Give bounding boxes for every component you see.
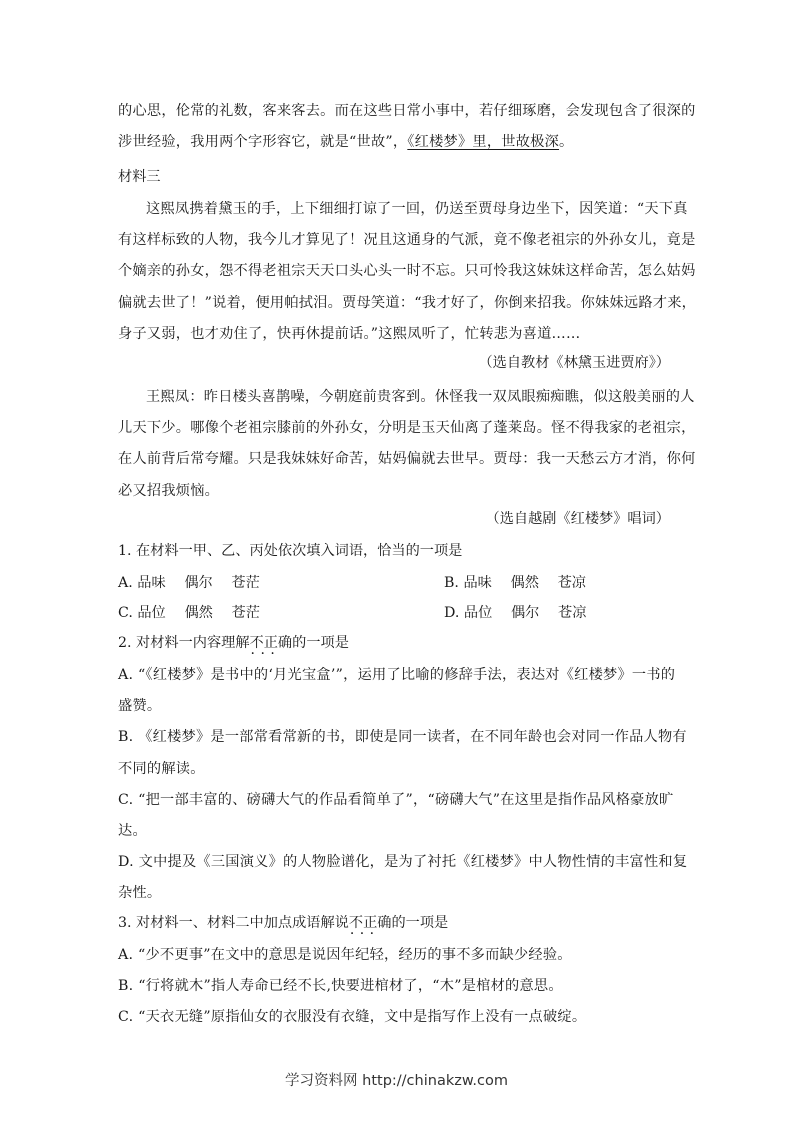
opera-source: （选自越剧《红楼梦》唱词） xyxy=(485,511,670,527)
option-c: C. “天衣无缝”原指仙女的衣服没有衣缝，文中是指写作上没有一点破绽。 xyxy=(118,1009,587,1026)
text-segment: 的一项是 xyxy=(391,915,449,931)
text-line: 这熙凤携着黛玉的手，上下细细打谅了一回，仍送至贾母身边坐下，因笑道：“天下真 xyxy=(146,201,688,217)
option-a-line: 盛赞。 xyxy=(118,698,162,715)
text-line: 必又招我烦恼。 xyxy=(118,482,220,499)
material-3-paragraph xyxy=(118,194,697,350)
emphasis-dotted: 不正确 · · · xyxy=(250,635,293,651)
option-d: D. 品位 偶尔 苍凉 xyxy=(444,605,587,621)
option-d-line: 杂性。 xyxy=(118,885,162,902)
text-line: 身子又弱，也才劝住了，快再休提前话。”这熙凤听了，忙转悲为喜道…… xyxy=(118,325,581,342)
option-b: B. “行将就木”指人寿命已经不长,快要进棺材了，“木”是棺材的意思。 xyxy=(118,978,563,995)
text-line: 有这样标致的人物，我今儿才算见了！况且这通身的气派，竟不像老祖宗的外孙女儿，竟是 xyxy=(118,232,696,249)
option-b: B. 品味 偶然 苍凉 xyxy=(444,575,586,591)
underlined-phrase: 《红楼梦》里，世故极深 xyxy=(407,134,560,151)
question-2-options xyxy=(118,660,688,910)
text-segment: 2. 对材料一内容理解 xyxy=(118,635,250,651)
text-line: 个嫡亲的孙女，怨不得老祖宗天天口头心头一时不忘。只可怜我这妹妹这样命苦，怎么姑妈 xyxy=(118,263,696,280)
option-b-line: 不同的解读。 xyxy=(118,760,205,777)
option-a-line: A. “《红楼梦》是书中的‘月光宝盒’”，运用了比喻的修辞手法，表达对《红楼梦》一书的 xyxy=(118,667,676,683)
text-segment: 3. 对材料一、材料二中加点成语解说 xyxy=(118,915,349,931)
text-line xyxy=(118,127,678,158)
opera-paragraph xyxy=(118,382,696,507)
option-d-line: D. 文中提及《三国演义》的人物脸谱化，是为了衬托《红楼梦》中人物性情的丰富性和复 xyxy=(118,854,688,871)
option-a: A. “少不更事”在文中的意思是说因年纪轻，经历的事不多而缺少经验。 xyxy=(118,947,572,963)
text-segment: 涉世经验，我用两个字形容它，就是“世故”， xyxy=(118,134,408,151)
question-1-stem: 1. 在材料一甲、乙、丙处依次填入词语，恰当的一项是 xyxy=(118,543,463,559)
emphasis-dotted: 不正确 · · · xyxy=(349,915,392,931)
text-line: 在人前背后常夸耀。只是我妹妹好命苦，姑妈偏就去世早。贾母：我一天愁云方才消，你何 xyxy=(118,451,696,468)
material-3-title: 材料三 xyxy=(118,169,161,185)
text-line: 偏就去世了！”说着，便用帕拭泪。贾母笑道：“我才好了，你倒来招我。你妹妹远路才来， xyxy=(118,294,697,311)
question-2-stem xyxy=(118,632,678,652)
option-b-line: B. 《红楼梦》是一部常看常新的书，即使是同一读者，在不同年龄也会对同一作品人物有 xyxy=(118,729,687,746)
question-3-options xyxy=(118,940,678,1034)
text-line: 的心思，伦常的礼数，客来客去。而在这些日常小事中，若仔细琢磨，会发现包含了很深的 xyxy=(118,103,696,119)
text-segment: 。 xyxy=(559,134,574,151)
question-3-stem xyxy=(118,912,678,932)
option-c: C. 品位 偶然 苍茫 xyxy=(118,605,260,621)
footer-watermark: 学习资料网 http://chinakzw.com xyxy=(285,1073,508,1089)
text-line: 王熙凤：昨日楼头喜鹊噪，今朝庭前贵客到。休怪我一双凤眼痴痴瞧，似这般美丽的人 xyxy=(146,389,695,405)
option-c-line: C. “把一部丰富的、磅礴大气的作品看简单了”，“磅礴大气”在这里是指作品风格豪放旷 xyxy=(118,791,674,808)
material-3-source: （选自教材《林黛玉进贾府》） xyxy=(478,355,670,371)
option-c-line: 达。 xyxy=(118,822,147,839)
intro-paragraph xyxy=(118,96,696,158)
option-a: A. 品味 偶尔 苍茫 xyxy=(118,575,260,591)
text-segment: 的一项是 xyxy=(292,635,349,651)
text-line: 儿天下少。哪像个老祖宗膝前的外孙女，分明是玉天仙离了蓬莱岛。怪不得我家的老祖宗， xyxy=(118,420,696,437)
